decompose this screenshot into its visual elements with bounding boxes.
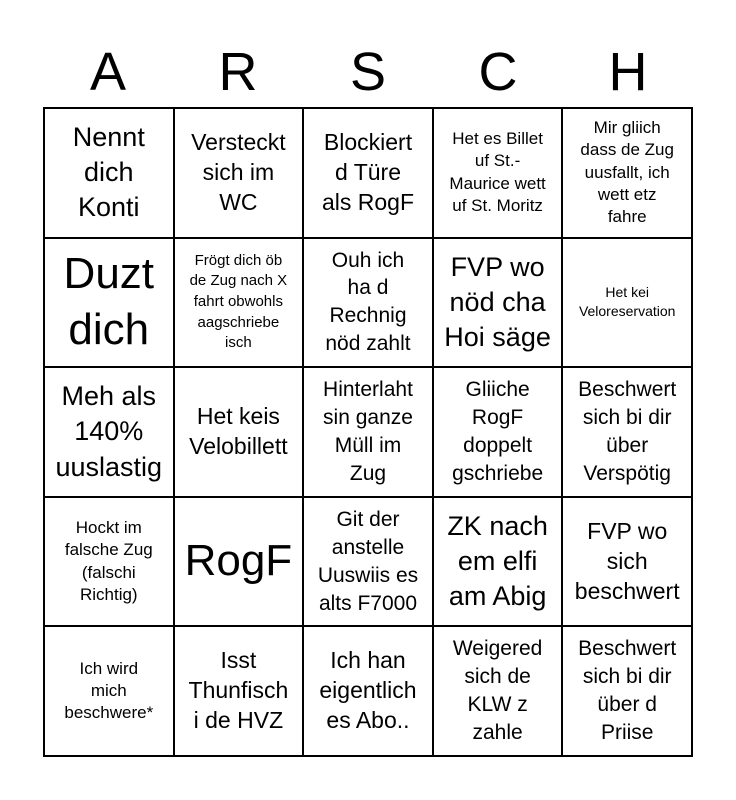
bingo-cell-text: Het kei Veloreservation — [578, 283, 676, 320]
bingo-cell[interactable] — [303, 367, 433, 497]
bingo-cell-text: Nennt dich Konti — [72, 122, 145, 223]
bingo-cell-text: Ich wird mich beschwere* — [64, 658, 154, 723]
bingo-cell[interactable] — [44, 238, 174, 368]
header-letter: S — [349, 42, 387, 102]
bingo-cell[interactable] — [174, 367, 304, 497]
bingo-cell-text: Het es Billet uf St.- Maurice wett uf St. Moritz — [449, 128, 546, 216]
bingo-cell[interactable] — [174, 238, 304, 368]
bingo-cell-text: Ouh ich ha d Rechnig nöd zahlt — [325, 248, 411, 356]
bingo-cell[interactable] — [174, 497, 304, 627]
bingo-cell[interactable] — [303, 238, 433, 368]
bingo-header — [43, 38, 693, 106]
bingo-cell[interactable] — [562, 108, 692, 238]
bingo-cell-text: Hockt im falsche Zug (falschi Richtig) — [64, 517, 153, 605]
bingo-cell-text: Beschwert sich bi dir über d Priise — [578, 637, 677, 745]
bingo-cell-text: Frögt dich öb de Zug nach X fahrt obwohls aagschriebe isch — [189, 251, 288, 352]
bingo-cell-text: FVP wo sich beschwert — [574, 517, 680, 604]
bingo-cell[interactable] — [174, 626, 304, 756]
header-letter: C — [478, 42, 518, 102]
bingo-grid — [43, 107, 693, 757]
bingo-cell-text: FVP wo nöd cha Hoi säge — [444, 251, 551, 352]
bingo-cell[interactable] — [303, 626, 433, 756]
bingo-cell[interactable] — [433, 238, 563, 368]
header-letter: H — [608, 42, 648, 102]
bingo-cell[interactable] — [44, 108, 174, 238]
bingo-cell-text: Duzt dich — [63, 249, 155, 355]
bingo-cell[interactable] — [562, 238, 692, 368]
bingo-cell[interactable] — [174, 108, 304, 238]
bingo-cell[interactable] — [303, 108, 433, 238]
bingo-cell-text: Versteckt sich im WC — [191, 128, 286, 215]
bingo-cell-text: Mir gliich dass de Zug uusfallt, ich wett etz fahre — [580, 117, 674, 227]
bingo-cell-text: Isst Thunfisch i de HVZ — [188, 647, 289, 734]
bingo-cell-text: ZK nach em elfi am Abig — [447, 510, 548, 612]
bingo-cell[interactable] — [303, 497, 433, 627]
bingo-cell[interactable] — [44, 367, 174, 497]
bingo-cell[interactable] — [562, 497, 692, 627]
bingo-cell[interactable] — [44, 626, 174, 756]
bingo-cell[interactable] — [44, 497, 174, 627]
bingo-cell[interactable] — [433, 108, 563, 238]
bingo-cell-text: RogF — [184, 536, 293, 586]
bingo-cell-text: Ich han eigentlich es Abo.. — [319, 647, 417, 734]
bingo-cell-text: Gliiche RogF doppelt gschriebe — [452, 378, 544, 485]
bingo-cell[interactable] — [562, 626, 692, 756]
header-letter: R — [218, 42, 258, 102]
bingo-cell-text: Git der anstelle Uuswiis es alts F7000 — [317, 507, 419, 615]
bingo-cell-text: Het keis Velobillett — [189, 403, 288, 459]
bingo-cell-text: Beschwert sich bi dir über Verspötig — [578, 378, 677, 485]
bingo-cell-text: Blockiert d Türe als RogF — [321, 128, 415, 215]
bingo-cell[interactable] — [433, 497, 563, 627]
bingo-cell[interactable] — [433, 626, 563, 756]
bingo-cell-text: Weigered sich de KLW z zahle — [452, 637, 543, 745]
bingo-cell-text: Meh als 140% uuslastig — [55, 381, 163, 482]
bingo-cell-text: Hinterlaht sin ganze Müll im Zug — [323, 378, 413, 485]
bingo-cell[interactable] — [433, 367, 563, 497]
bingo-cell[interactable] — [562, 367, 692, 497]
header-letter: A — [89, 42, 127, 102]
